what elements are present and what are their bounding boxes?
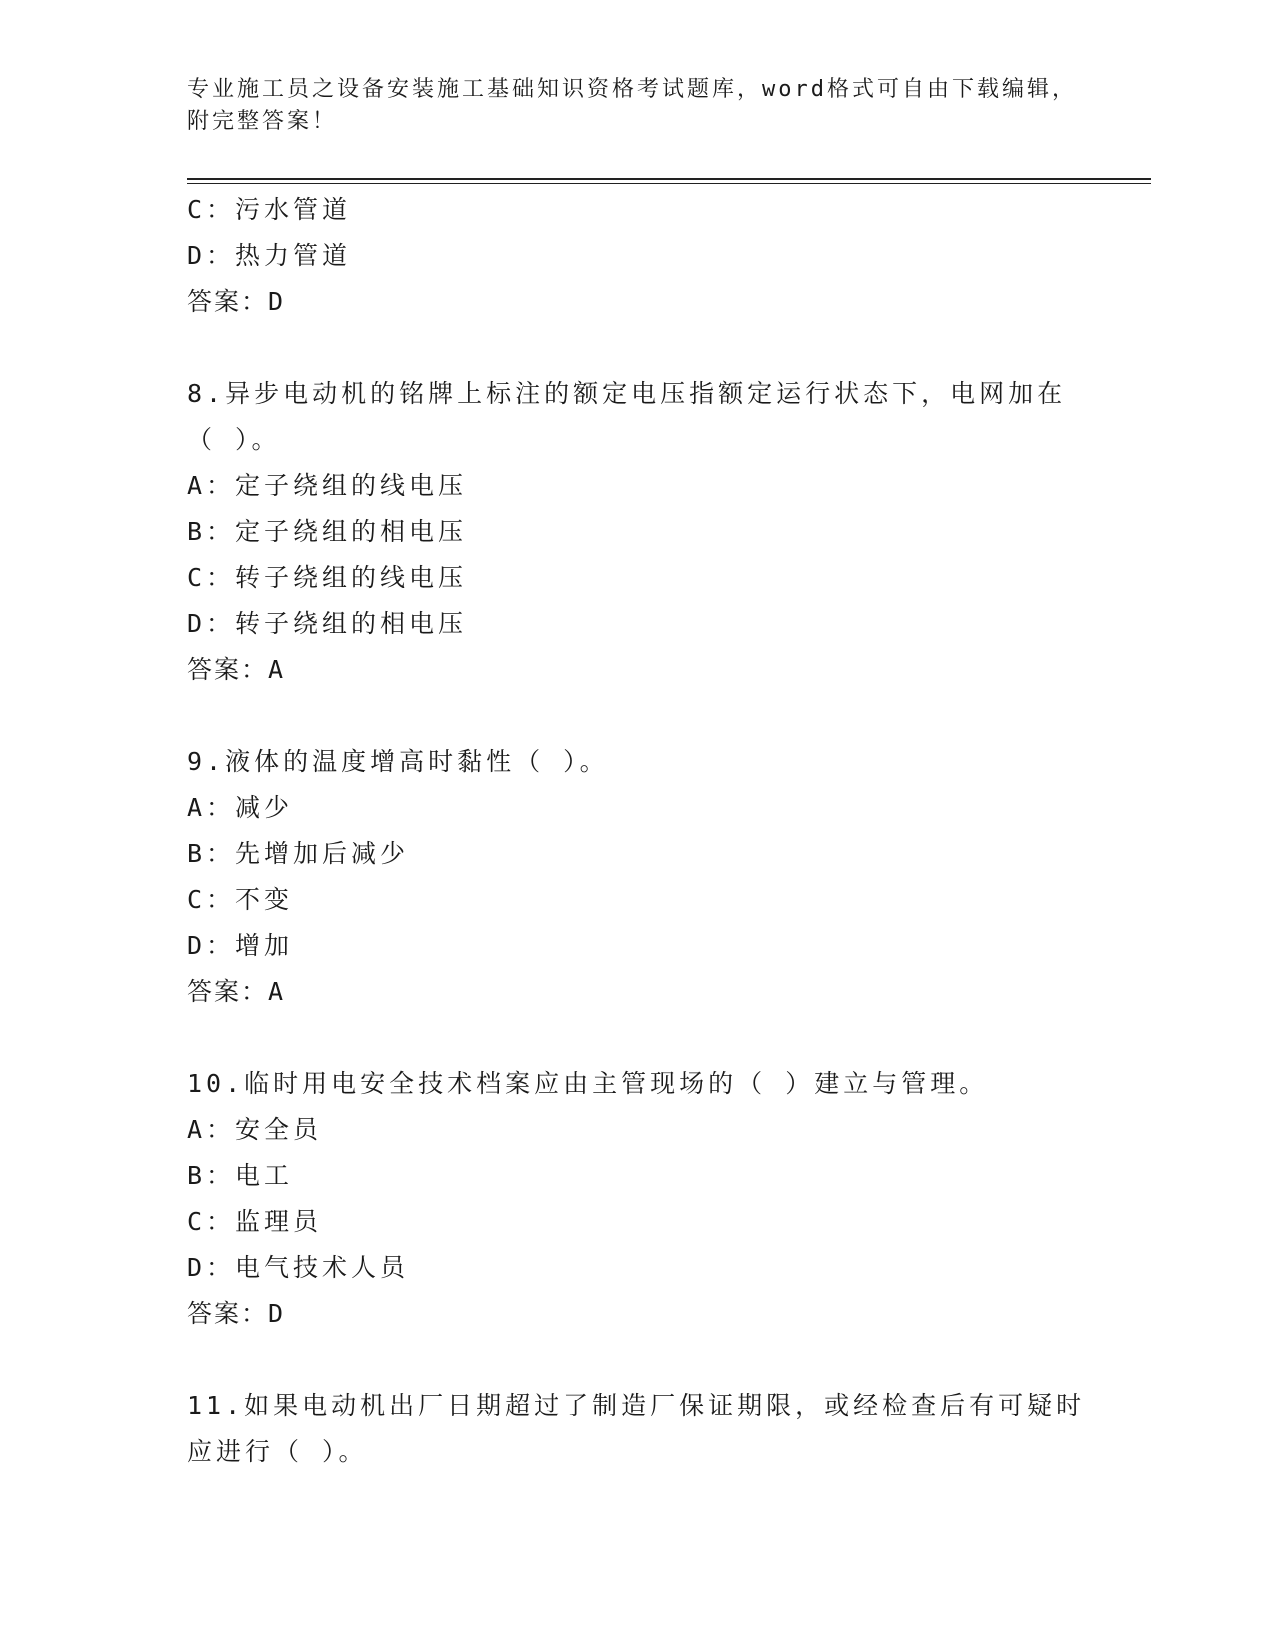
option-b: B：电工 xyxy=(187,1161,294,1190)
question-text: 10.临时用电安全技术档案应由主管现场的（ ）建立与管理。 xyxy=(187,1069,989,1098)
option-a: A：定子绕组的线电压 xyxy=(187,471,468,500)
spacer xyxy=(187,693,1117,739)
question-8 xyxy=(187,371,1117,693)
spacer xyxy=(187,325,1117,371)
page-header xyxy=(187,74,1087,138)
option-c: C：不变 xyxy=(187,885,294,914)
option-c: C：转子绕组的线电压 xyxy=(187,563,468,592)
question-9 xyxy=(187,739,1117,1015)
answer-label: 答案：D xyxy=(187,1299,286,1328)
option-c: C：污水管道 xyxy=(187,195,352,224)
option-d: D：电气技术人员 xyxy=(187,1253,410,1282)
option-b: B：先增加后减少 xyxy=(187,839,410,868)
question-text: （ ）。 xyxy=(187,425,281,454)
question-text: 11.如果电动机出厂日期超过了制造厂保证期限，或经检查后有可疑时 xyxy=(187,1391,1086,1420)
option-a: A：安全员 xyxy=(187,1115,323,1144)
spacer xyxy=(187,1015,1117,1061)
question-11 xyxy=(187,1383,1117,1475)
answer-label: 答案：D xyxy=(187,287,286,316)
question-text: 8.异步电动机的铭牌上标注的额定电压指额定运行状态下，电网加在 xyxy=(187,379,1067,408)
question-7-remainder xyxy=(187,187,1117,325)
option-b: B：定子绕组的相电压 xyxy=(187,517,468,546)
header-title-line-2: 附完整答案！ xyxy=(187,109,338,134)
option-d: D：增加 xyxy=(187,931,294,960)
header-divider-thin xyxy=(187,183,1151,184)
option-d: D：热力管道 xyxy=(187,241,352,270)
question-text: 应进行（ ）。 xyxy=(187,1437,368,1466)
option-d: D：转子绕组的相电压 xyxy=(187,609,468,638)
question-list xyxy=(187,187,1117,1475)
answer-label: 答案：A xyxy=(187,655,286,684)
option-c: C：监理员 xyxy=(187,1207,323,1236)
spacer xyxy=(187,1337,1117,1383)
question-text: 9.液体的温度增高时黏性（ ）。 xyxy=(187,747,609,776)
question-10 xyxy=(187,1061,1117,1337)
header-divider-thick xyxy=(187,178,1151,180)
option-a: A：减少 xyxy=(187,793,294,822)
answer-label: 答案：A xyxy=(187,977,286,1006)
header-title-line-1: 专业施工员之设备安装施工基础知识资格考试题库，word格式可自由下载编辑， xyxy=(187,77,1077,102)
